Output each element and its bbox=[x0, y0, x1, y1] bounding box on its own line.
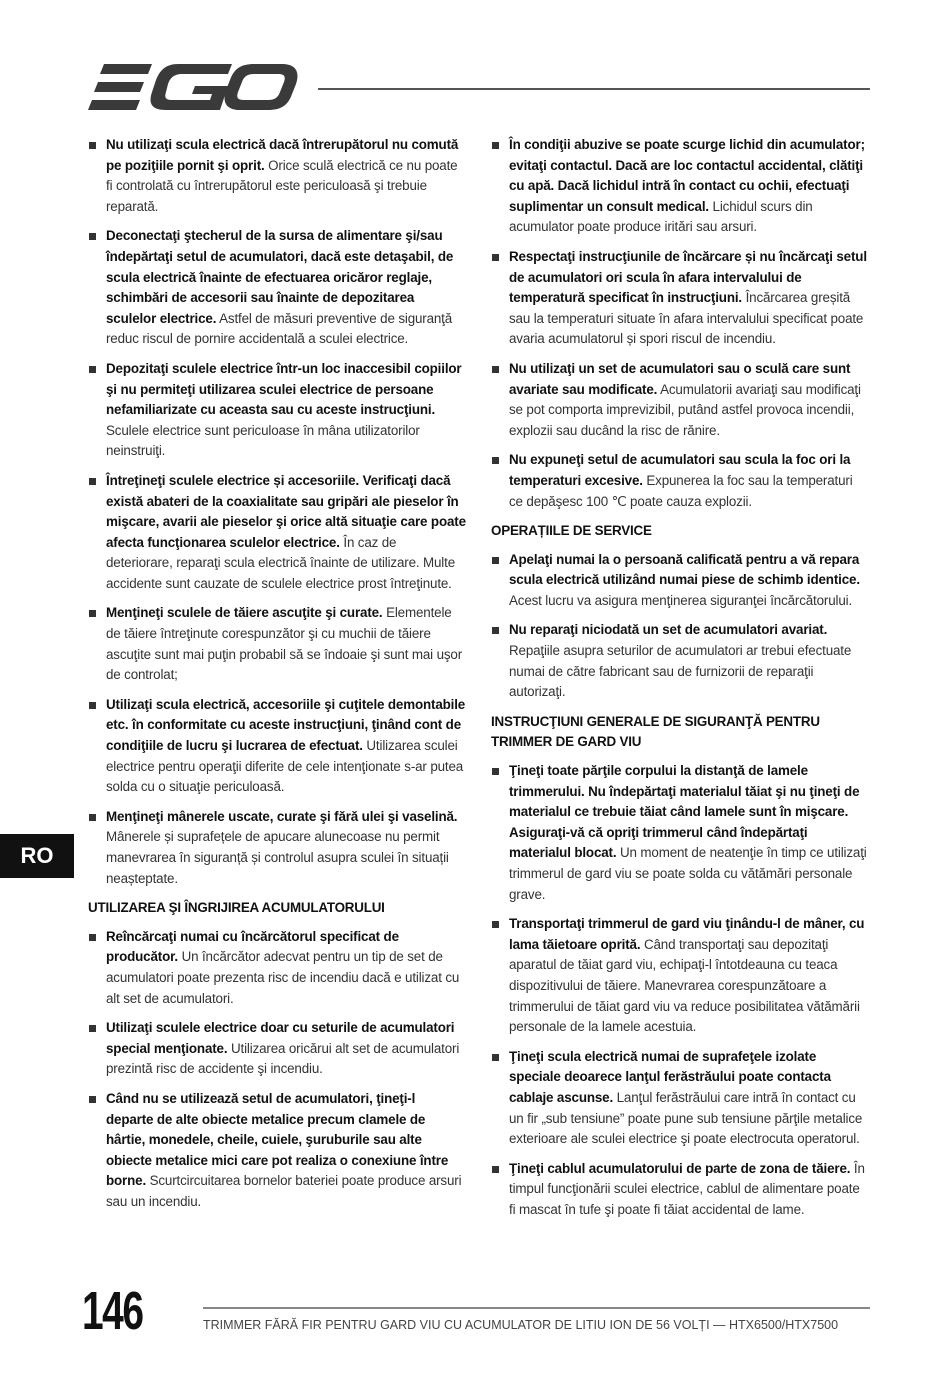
right-column bbox=[491, 135, 869, 1230]
header-divider bbox=[318, 88, 870, 90]
list-item: Reîncărcaţi numai cu încărcătorul specificat de producător. Un încărcător adecvat pentru un tip de set de acumulatori poate prezenta risc de incendiu dacă e utilizat cu alt set de acumulatori. bbox=[88, 927, 466, 1009]
list-item: Depozitaţi sculele electrice într-un loc inaccesibil copiilor şi nu permiteţi utilizarea sculei electrice de persoane nefamiliarizate cu aceasta sau cu aceste instrucţiuni. Sculele electrice sunt periculoase în mâna utilizatorilor neinstruiţi. bbox=[88, 359, 466, 462]
list-item: Întreţineţi sculele electrice și accesoriile. Verificaţi dacă există abateri de la coaxialitate sau gripări ale pieselor în mişcare, avarii ale pieselor şi orice altă situaţie care poate afecta funcţionarea sculelor electrice. În caz de deteriorare, reparaţi scula electrică înainte de utilizare. Multe accidente sunt cauzate de sculele electrice prost întreţinute. bbox=[88, 471, 466, 595]
list-item: Când nu se utilizează setul de acumulatori, ţineţi-l departe de alte obiecte metalice precum clamele de hârtie, monedele, cheile, cuiele, şuruburile sau alte obiecte metalice mici care pot realiza o conexiune între borne. Scurtcircuitarea bornelor bateriei poate produce arsuri sau un incendiu. bbox=[88, 1089, 466, 1213]
list-item: Deconectaţi ştecherul de la sursa de alimentare şi/sau îndepărtaţi setul de acumulatori, dacă este detaşabil, de scula electrică înainte de efectuarea oricăror reglaje, schimbări de accesorii sau înainte de depozitarea sculelor electrice. Astfel de măsuri preventive de siguranţă reduc riscul de pornire accidentală a sculei electrice. bbox=[88, 226, 466, 350]
list-item: Nu utilizaţi scula electrică dacă întrerupătorul nu comută pe poziţiile pornit şi oprit. Orice sculă electrică ce nu poate fi controlată cu întrerupătorul este periculoasă şi trebuie reparată. bbox=[88, 135, 466, 217]
list-item: Apelaţi numai la o persoană calificată pentru a vă repara scula electrică utilizând numai piese de schimb identice. Acest lucru va asigura menţinerea siguranţei încărcătorului. bbox=[491, 550, 869, 612]
list-item: Utilizaţi scula electrică, accesoriile şi cuţitele demontabile etc. în conformitate cu aceste instrucţiuni, ţinând cont de condiţiile de lucru şi lucrarea de efectuat. Utilizarea sculei electrice pentru operaţii diferite de cele intenţionate s-ar putea solda cu o situaţie periculoasă. bbox=[88, 695, 466, 798]
list-item: În condiţii abuzive se poate scurge lichid din acumulator; evitaţi contactul. Dacă are loc contactul accidental, clătiţi cu apă. Dacă lichidul intră în contact cu ochii, efectuaţi suplimentar un consult medical. Lichidul scurs din acumulator poate produce iritări sau arsuri. bbox=[491, 135, 869, 238]
footer-divider bbox=[203, 1307, 870, 1309]
list-item: Ţineţi cablul acumulatorului de parte de zona de tăiere. În timpul funcţionării sculei electrice, cablul de alimentare poate fi mascat în tufe şi poate fi tăiat accidental de lame. bbox=[491, 1159, 869, 1221]
footer-text: TRIMMER FĂRĂ FIR PENTRU GARD VIU CU ACUMULATOR DE LITIU ION DE 56 VOLȚI — HTX6500/HTX7500 bbox=[203, 1318, 839, 1332]
left-column bbox=[88, 135, 466, 1222]
list-item: Nu reparaţi niciodată un set de acumulatori avariat. Repaţiile asupra seturilor de acumulatori ar trebui efectuate numai de către fabricant sau de furnizorii de reparaţii autorizaţi. bbox=[491, 620, 869, 702]
section-heading: OPERAȚIILE DE SERVICE bbox=[491, 523, 652, 539]
ego-logo bbox=[86, 62, 300, 114]
list-item: Ţineţi scula electrică numai de suprafeţele izolate speciale deoarece lanţul ferăstrăului poate contacta cablaje ascunse. Lanţul ferăstrăului care intră în contact cu un fir „sub tensiune” poate pune sub tensiune părţile metalice exterioare ale sculei electrice şi poate electrocuta operatorul. bbox=[491, 1047, 869, 1150]
page-number: 146 bbox=[82, 1281, 143, 1341]
list-item: Nu utilizaţi un set de acumulatori sau o sculă care sunt avariate sau modificate. Acumulatorii avariaţi sau modificaţi se pot comporta imprevizibil, putând astfel provoca incendii, explozii sau ducând la risc de rănire. bbox=[491, 359, 869, 441]
section-heading: INSTRUCŢIUNI GENERALE DE SIGURANŢĂ PENTRU TRIMMER DE GARD VIU bbox=[491, 713, 820, 750]
list-item: Nu expuneţi setul de acumulatori sau scula la foc ori la temperaturi excesive. Expunerea la foc sau la temperaturi ce depăşesc 100 ℃ poate cauza explozii. bbox=[491, 450, 869, 512]
list-item: Transportaţi trimmerul de gard viu ţinându-l de mâner, cu lama tăietoare oprită. Când transportaţi sau depozitaţi aparatul de tăiat gard viu, echipaţi-l întotdeauna cu teaca dispozitivului de tăiere. Manevrarea corespunzătoare a trimmerului de tăiat gard viu va reduce posibilitatea vătămării personale de la lamele acestuia. bbox=[491, 914, 869, 1038]
list-item: Utilizaţi sculele electrice doar cu seturile de acumulatori special menţionate. Utilizarea oricărui alt set de acumulatori prezintă risc de accidente şi incendiu. bbox=[88, 1018, 466, 1080]
list-item: Menţineţi mânerele uscate, curate şi fără ulei şi vaselină. Mânerele și suprafețele de apucare alunecoase nu permit manevrarea în siguranță și controlul asupra sculei în situații neașteptate. bbox=[88, 807, 466, 889]
language-tab: RO bbox=[0, 834, 74, 878]
list-item: Menţineţi sculele de tăiere ascuţite şi curate. Elementele de tăiere întreţinute corespunzător şi cu muchii de tăiere ascuţite sunt mai puţin probabil să se îndoaie şi sunt mai uşor de controlat; bbox=[88, 603, 466, 685]
list-item: Respectaţi instrucţiunile de încărcare și nu încărcaţi setul de acumulatori ori scula în afara intervalului de temperatură specificat în instrucţiuni. Încărcarea greșită sau la temperaturi situate în afara intervalului specificat poate avaria acumulatorul și spori riscul de incendiu. bbox=[491, 247, 869, 350]
list-item: Ţineţi toate părţile corpului la distanţă de lamele trimmerului. Nu îndepărtaţi materialul tăiat şi nu ţineţi de materialul ce trebuie tăiat când lamele sunt în mişcare. Asiguraţi-vă că opriţi trimmerul când îndepărtaţi materialul blocat. Un moment de neatenţie în timp ce utilizaţi trimmerul de gard viu se poate solda cu vătămări personale grave. bbox=[491, 761, 869, 905]
section-heading: UTILIZAREA ŞI ÎNGRIJIREA ACUMULATORULUI bbox=[88, 900, 385, 916]
